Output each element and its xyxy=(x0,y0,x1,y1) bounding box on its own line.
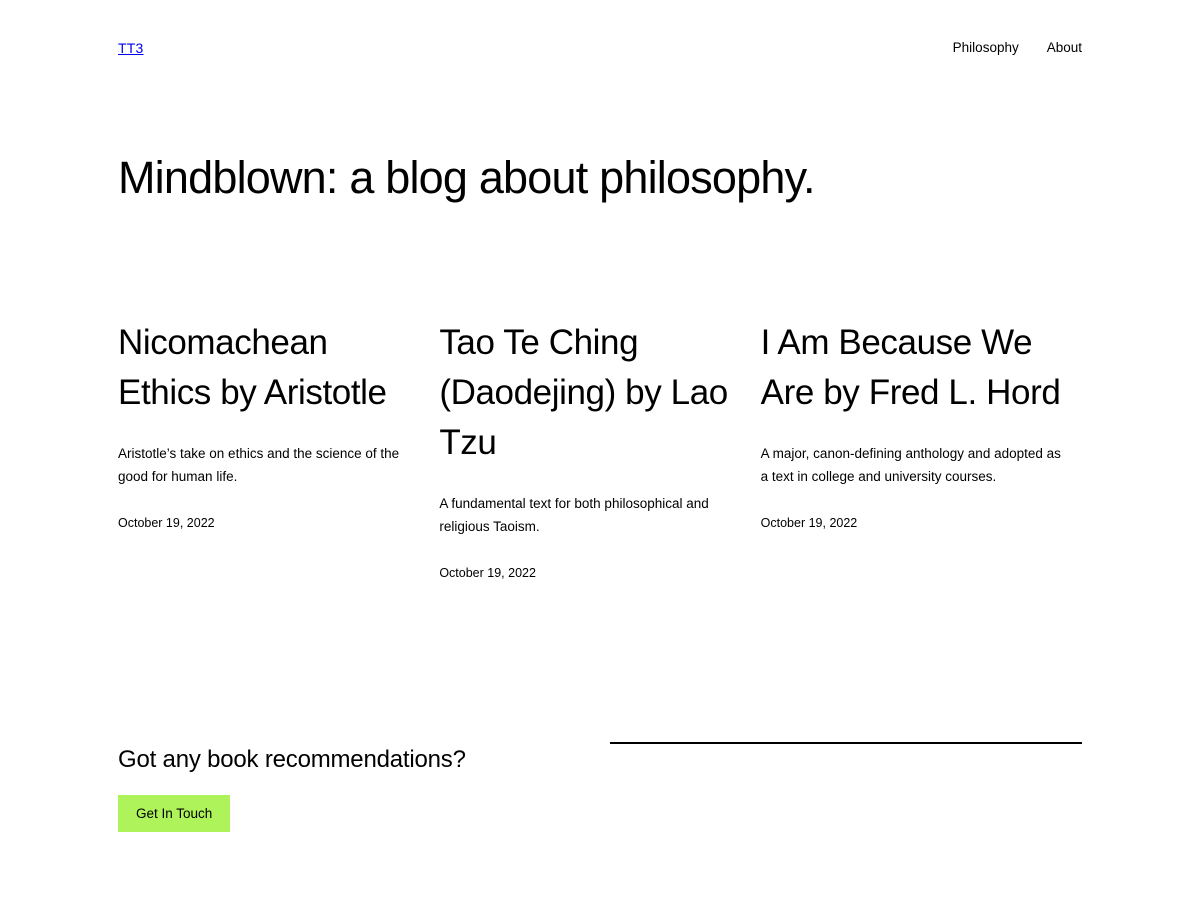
post-date: October 19, 2022 xyxy=(760,516,858,530)
site-title[interactable]: TT3 xyxy=(118,40,144,56)
list-item xyxy=(118,318,428,582)
get-in-touch-button[interactable]: Get In Touch xyxy=(118,795,230,832)
divider xyxy=(610,742,1082,744)
post-date: October 19, 2022 xyxy=(118,516,215,530)
post-excerpt: Aristotle’s take on ethics and the science of the good for human life. xyxy=(118,446,400,484)
post-list xyxy=(118,318,1082,582)
list-item xyxy=(439,318,749,582)
post-excerpt: A major, canon-defining anthology and adopted as a text in college and university courses. xyxy=(760,446,1061,484)
page-title: Mindblown: a blog about philosophy. xyxy=(118,152,815,203)
nav-item-philosophy[interactable]: Philosophy xyxy=(952,40,1019,55)
nav-item-about[interactable]: About xyxy=(1046,40,1082,55)
cta-heading: Got any book recommendations? xyxy=(118,746,466,773)
main-nav xyxy=(953,38,1082,58)
hero-section xyxy=(118,152,1098,204)
post-excerpt: A fundamental text for both philosophical and religious Taoism. xyxy=(439,496,709,534)
list-item xyxy=(761,318,1071,582)
post-date: October 19, 2022 xyxy=(439,566,536,580)
post-title[interactable]: Tao Te Ching (Daodejing) by Lao Tzu xyxy=(439,323,728,462)
post-title[interactable]: I Am Because We Are by Fred L. Hord xyxy=(760,323,1061,412)
site-header xyxy=(118,38,1082,58)
post-title[interactable]: Nicomachean Ethics by Aristotle xyxy=(118,323,387,412)
